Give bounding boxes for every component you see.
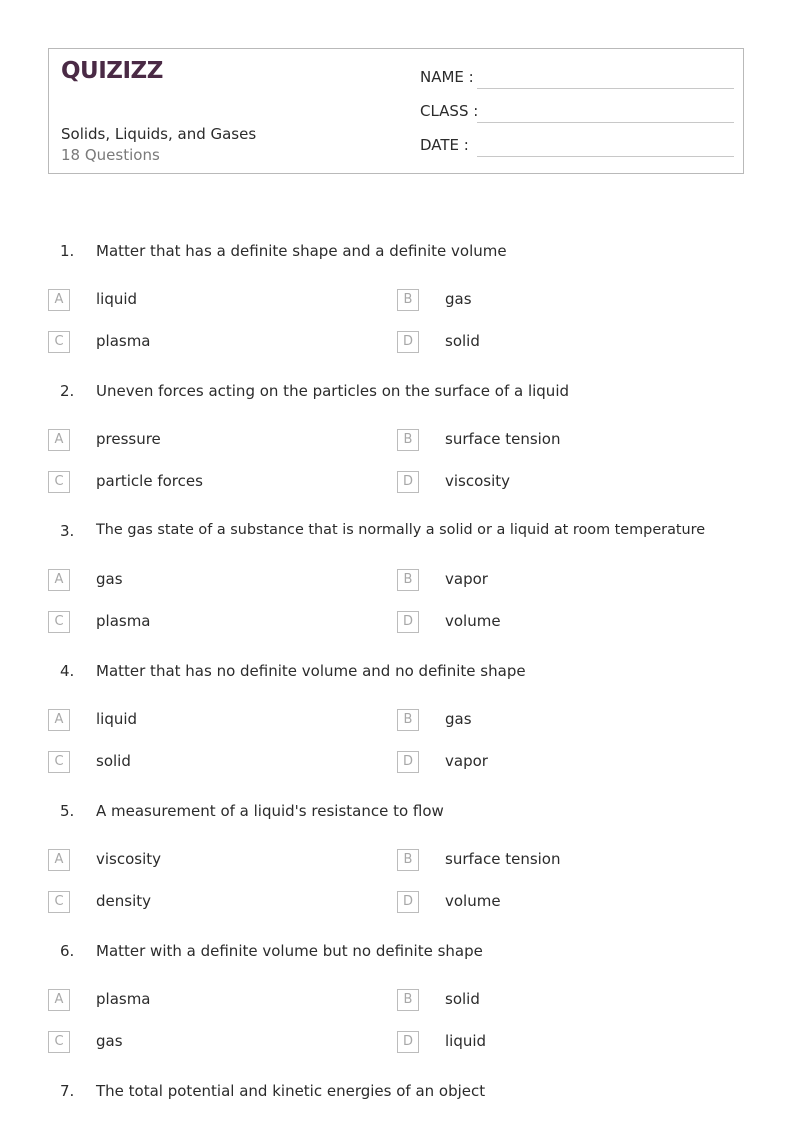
option-text: pressure — [96, 430, 161, 448]
option-letter-box: A — [48, 849, 70, 871]
question-number: 1. — [60, 242, 75, 260]
option-text: gas — [445, 290, 472, 308]
option-text: plasma — [96, 612, 151, 630]
name-line[interactable] — [477, 88, 734, 89]
option-text: liquid — [96, 710, 138, 728]
option-text: vapor — [445, 570, 488, 588]
class-field — [420, 102, 734, 124]
question-text: The gas state of a substance that is normally a solid or a liquid at room temperature — [96, 522, 706, 538]
option-text: density — [96, 892, 151, 910]
option-letter-box: C — [48, 1031, 70, 1053]
question-number: 7. — [60, 1082, 75, 1100]
option-text: liquid — [96, 290, 138, 308]
option-letter-box: D — [397, 471, 419, 493]
class-label: CLASS : — [420, 102, 479, 120]
option-text: solid — [445, 332, 480, 350]
option-letter-box: C — [48, 611, 70, 633]
quizizz-logo: QUIZIZZ — [61, 58, 163, 84]
question-text: Uneven forces acting on the particles on the surface of a liquid — [96, 382, 570, 400]
option-letter-box: A — [48, 289, 70, 311]
option-text: volume — [445, 892, 501, 910]
option-text: gas — [96, 570, 123, 588]
worksheet-header — [48, 48, 744, 174]
option-text: solid — [96, 752, 131, 770]
question-text: The total potential and kinetic energies of an object — [96, 1082, 486, 1100]
option-letter-box: B — [397, 849, 419, 871]
option-letter-box: B — [397, 989, 419, 1011]
class-line[interactable] — [477, 122, 734, 123]
option-text: solid — [445, 990, 480, 1008]
option-text: surface tension — [445, 430, 561, 448]
option-letter-box: C — [48, 891, 70, 913]
option-letter-box: C — [48, 331, 70, 353]
option-letter-box: B — [397, 429, 419, 451]
option-text: surface tension — [445, 850, 561, 868]
option-text: volume — [445, 612, 501, 630]
option-letter-box: D — [397, 751, 419, 773]
option-text: viscosity — [445, 472, 511, 490]
option-text: vapor — [445, 752, 488, 770]
question-number: 3. — [60, 522, 75, 540]
option-text: gas — [96, 1032, 123, 1050]
option-text: plasma — [96, 990, 151, 1008]
question-number: 2. — [60, 382, 75, 400]
question-text: Matter that has no definite volume and no definite shape — [96, 662, 526, 680]
option-letter-box: C — [48, 471, 70, 493]
option-letter-box: D — [397, 611, 419, 633]
date-label: DATE : — [420, 136, 469, 154]
option-text: gas — [445, 710, 472, 728]
option-text: viscosity — [96, 850, 162, 868]
option-text: liquid — [445, 1032, 487, 1050]
option-text: particle forces — [96, 472, 203, 490]
question-number: 4. — [60, 662, 75, 680]
option-letter-box: B — [397, 569, 419, 591]
option-letter-box: C — [48, 751, 70, 773]
option-letter-box: B — [397, 289, 419, 311]
option-letter-box: D — [397, 891, 419, 913]
option-letter-box: B — [397, 709, 419, 731]
question-number: 5. — [60, 802, 75, 820]
option-letter-box: A — [48, 569, 70, 591]
option-letter-box: D — [397, 1031, 419, 1053]
option-letter-box: D — [397, 331, 419, 353]
question-text: Matter with a definite volume but no definite shape — [96, 942, 483, 960]
option-letter-box: A — [48, 429, 70, 451]
question-number: 6. — [60, 942, 75, 960]
option-text: plasma — [96, 332, 151, 350]
option-letter-box: A — [48, 709, 70, 731]
date-line[interactable] — [477, 156, 734, 157]
date-field — [420, 136, 734, 158]
question-count: 18 Questions — [61, 146, 160, 164]
question-text: A measurement of a liquid's resistance to flow — [96, 802, 444, 820]
worksheet-title: Solids, Liquids, and Gases — [61, 125, 257, 143]
name-field — [420, 68, 734, 90]
question-text: Matter that has a definite shape and a definite volume — [96, 242, 507, 260]
name-label: NAME : — [420, 68, 474, 86]
option-letter-box: A — [48, 989, 70, 1011]
